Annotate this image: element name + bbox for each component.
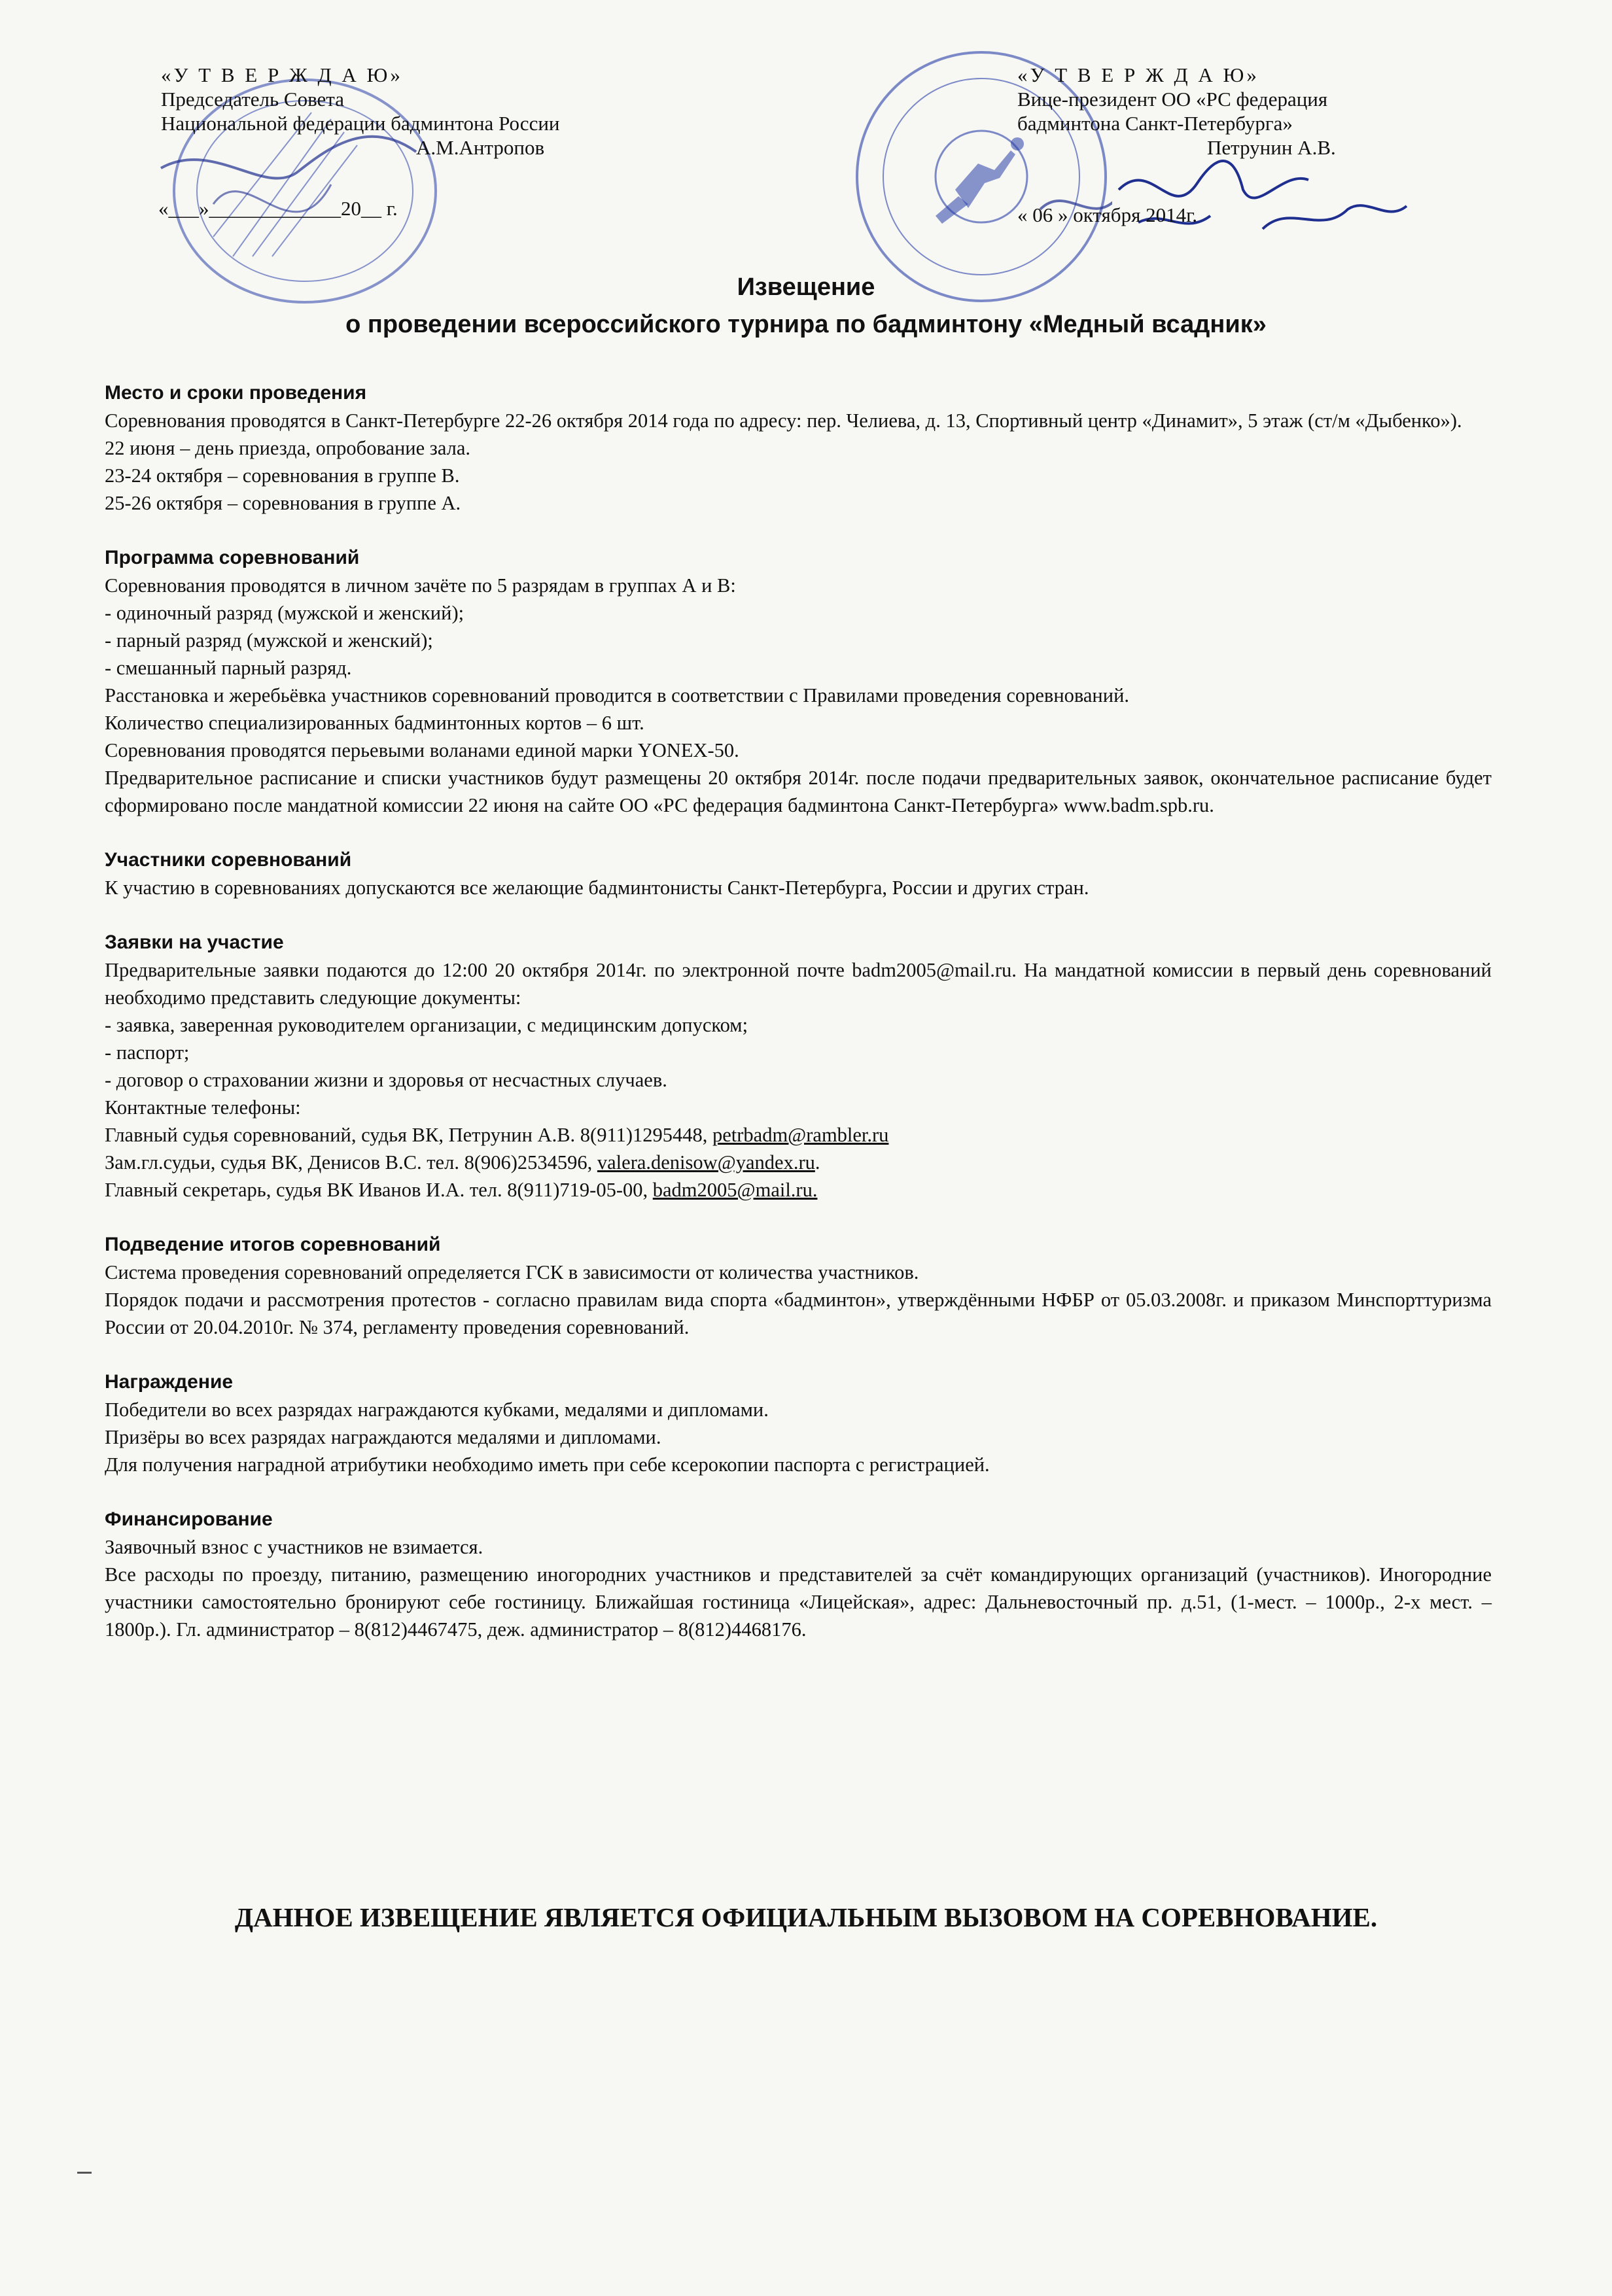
approval-block-left [158, 63, 750, 220]
section-awards [105, 1368, 1492, 1478]
email-link[interactable]: valera.denisow@yandex.ru [597, 1151, 815, 1174]
section-heading: Подведение итогов соревнований [105, 1234, 441, 1255]
paragraph: Заявочный взнос с участников не взимается. [105, 1536, 483, 1558]
paragraph: Контактные телефоны: [105, 1096, 301, 1119]
section-heading: Участники соревнований [105, 849, 352, 871]
paragraph: Предварительное расписание и списки участников будут размещены 20 октября 2014г. после подачи предварительных заявок, окончательное расписание будет сформировано после мандатной комиссии 22 июня на сайте ОО «РС федерация бадминтона Санкт-Петербурга» www.badm.spb.ru. [105, 767, 1492, 816]
scan-mark [77, 2172, 92, 2174]
paragraph: Победители во всех разрядах награждаются кубками, медалями и дипломами. [105, 1399, 769, 1421]
section-participants [105, 846, 1492, 901]
paragraph: Соревнования проводятся в личном зачёте по 5 разрядам в группах А и В: [105, 574, 736, 597]
paragraph: Предварительные заявки подаются до 12:00 20 октября 2014г. по электронной почте badm2005@mail.ru. На мандатной комиссии в первый день соревнований необходимо представить следующие документы: [105, 959, 1492, 1009]
section-applications [105, 929, 1492, 1204]
contact-line [105, 1121, 1492, 1149]
approval-position-line1-left: Председатель Совета [161, 88, 344, 111]
paragraph: 23-24 октября – соревнования в группе В. [105, 464, 460, 487]
paragraph: 25-26 октября – соревнования в группе А. [105, 492, 461, 514]
section-program [105, 544, 1492, 819]
paragraph: Соревнования проводятся в Санкт-Петербурге 22-26 октября 2014 года по адресу: пер. Челиева, д. 13, Спортивный центр «Динамит», 5 этаж (ст/м «Дыбенко»). [105, 409, 1462, 432]
email-link[interactable]: petrbadm@rambler.ru [712, 1124, 889, 1146]
section-results [105, 1231, 1492, 1341]
section-heading: Награждение [105, 1371, 234, 1393]
paragraph: 22 июня – день приезда, опробование зала. [105, 437, 471, 459]
list-item: - договор о страховании жизни и здоровья от несчастных случаев. [105, 1069, 667, 1091]
approval-block-right [1017, 63, 1488, 227]
approval-name-right: Петрунин А.В. [1207, 136, 1336, 159]
document-body [105, 379, 1492, 1671]
approval-position-line2-right: бадминтона Санкт-Петербурга» [1017, 112, 1293, 135]
paragraph: К участию в соревнованиях допускаются все желающие бадминтонисты Санкт-Петербурга, России и других стран. [105, 877, 1089, 899]
section-financing [105, 1506, 1492, 1643]
paragraph: Порядок подачи и рассмотрения протестов - согласно правилам вида спорта «бадминтон», утверждёнными НФБР от 05.03.2008г. и приказом Минспорттуризма России от 20.04.2010г. № 374, регламенту проведения соревнований. [105, 1289, 1492, 1338]
paragraph: Расстановка и жеребьёвка участников соревнований проводится в соответствии с Правилами проведения соревнований. [105, 684, 1130, 706]
section-heading: Место и сроки проведения [105, 382, 367, 404]
list-item: - заявка, заверенная руководителем организации, с медицинским допуском; [105, 1014, 748, 1036]
paragraph: Соревнования проводятся перьевыми воланами единой марки YONEX-50. [105, 739, 739, 761]
paragraph: Все расходы по проезду, питанию, размещению иногородних участников и представителей за счёт командирующих организаций (участников). Иногородние участники самостоятельно бронируют себе гостиницу. Ближайшая гостиница «Лицейская», адрес: Дальневосточный пр. д.51, (1-мест. – 1000р., 2-х мест. – 1800р.). Гл. администратор – 8(812)4467475, деж. администратор – 8(812)4468176. [105, 1563, 1492, 1641]
section-heading: Программа соревнований [105, 547, 360, 568]
document-title: Извещение [737, 273, 875, 301]
contact-text: Главный секретарь, судья ВК Иванов И.А. тел. 8(911)719-05-00, [105, 1179, 653, 1201]
approval-position-line2-left: Национальной федерации бадминтона России [161, 112, 560, 135]
list-item: - паспорт; [105, 1041, 190, 1064]
section-venue [105, 379, 1492, 517]
approval-date-left: «___»_____________20__ г. [158, 197, 398, 220]
list-item: - парный разряд (мужской и женский); [105, 629, 433, 652]
approval-heading-left: «У Т В Е Р Ж Д А Ю» [161, 63, 403, 86]
contact-line [105, 1149, 1492, 1176]
list-item: - одиночный разряд (мужской и женский); [105, 602, 464, 624]
approval-name-left: А.М.Антропов [416, 136, 545, 159]
contact-line [105, 1176, 1492, 1204]
paragraph: Система проведения соревнований определяется ГСК в зависимости от количества участников. [105, 1261, 919, 1283]
paragraph: Количество специализированных бадминтонных кортов – 6 шт. [105, 712, 644, 734]
section-heading: Финансирование [105, 1508, 273, 1530]
paragraph: Для получения наградной атрибутики необходимо иметь при себе ксерокопии паспорта с регистрацией. [105, 1453, 990, 1476]
list-item: - смешанный парный разряд. [105, 657, 352, 679]
approval-position-line1-right: Вице-президент ОО «РС федерация [1017, 88, 1328, 111]
contact-suffix: . [815, 1151, 820, 1174]
approval-date-right: « 06 » октября 2014г. [1017, 203, 1198, 226]
contact-text: Зам.гл.судьи, судья ВК, Денисов В.С. тел. 8(906)2534596, [105, 1151, 597, 1174]
document-subtitle: о проведении всероссийского турнира по бадминтону «Медный всадник» [345, 311, 1267, 338]
approval-heading-right: «У Т В Е Р Ж Д А Ю» [1017, 63, 1259, 86]
section-heading: Заявки на участие [105, 931, 284, 953]
email-link[interactable]: badm2005@mail.ru. [652, 1179, 818, 1201]
contact-text: Главный судья соревнований, судья ВК, Петрунин А.В. 8(911)1295448, [105, 1124, 712, 1146]
paragraph: Призёры во всех разрядах награждаются медалями и дипломами. [105, 1426, 661, 1448]
official-notice: ДАННОЕ ИЗВЕЩЕНИЕ ЯВЛЯЕТСЯ ОФИЦИАЛЬНЫМ ВЫЗОВОМ НА СОРЕВНОВАНИЕ. [234, 1902, 1378, 1932]
